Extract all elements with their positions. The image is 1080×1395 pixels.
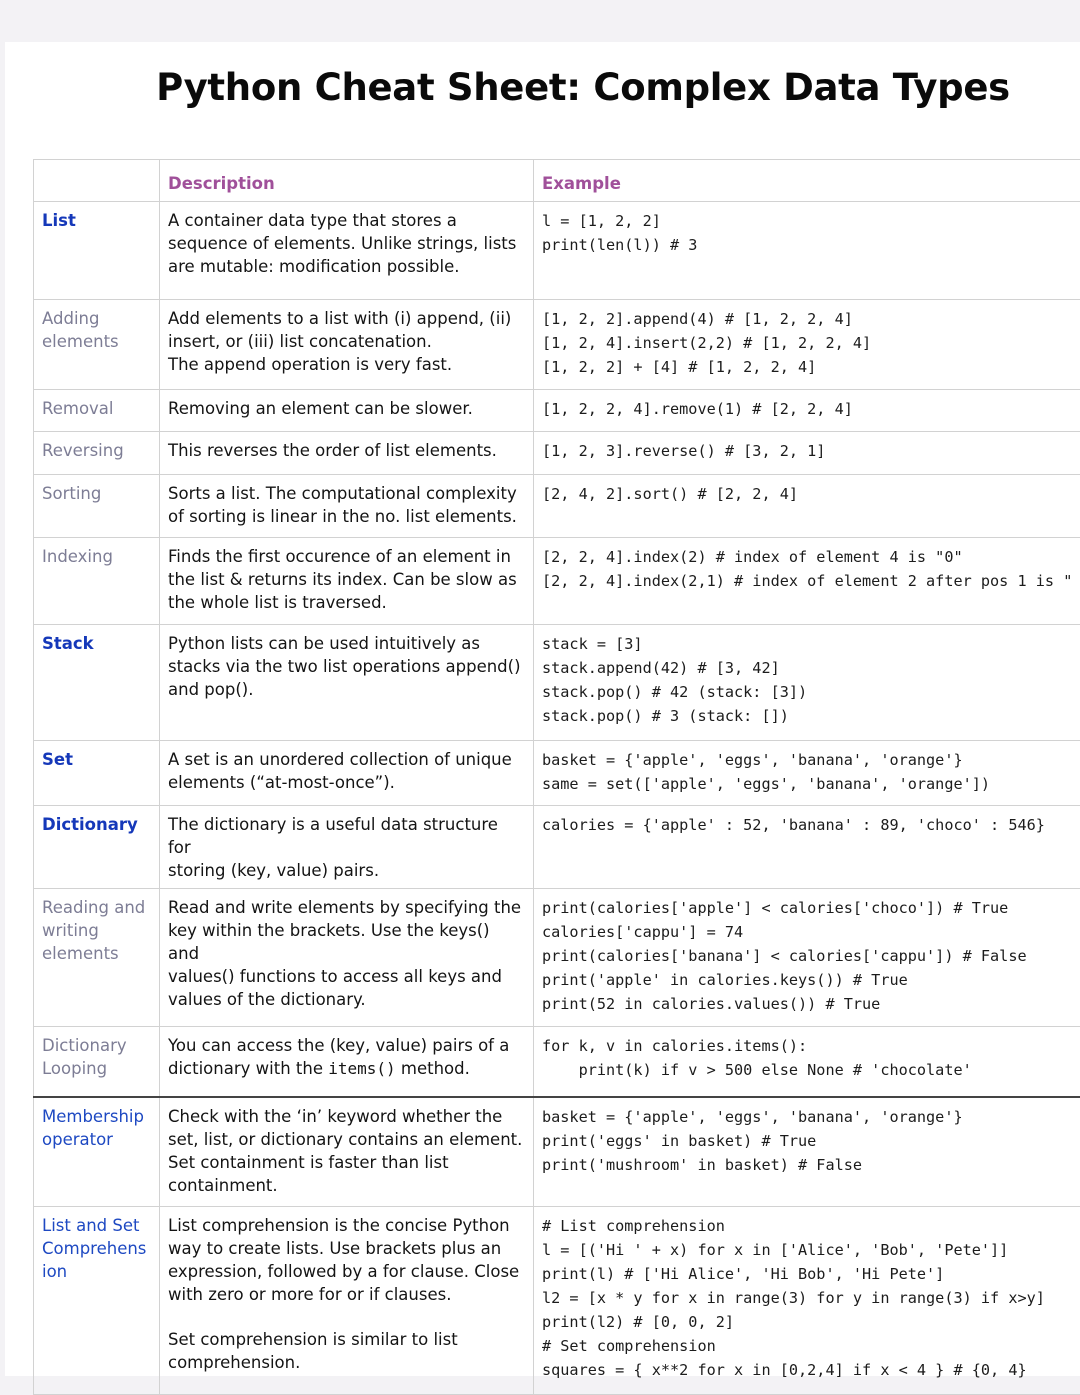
table-row <box>34 806 1080 889</box>
table-row <box>34 432 1080 475</box>
row-description-cell <box>160 625 534 741</box>
description-line: are mutable: modification possible. <box>168 255 525 278</box>
row-name-line: Membership <box>42 1105 151 1128</box>
header-name-cell <box>34 160 160 202</box>
code-line: stack = [3] <box>542 632 1080 656</box>
code-line: l = [('Hi ' + x) for x in ['Alice', 'Bob', 'Pete']] <box>542 1238 1080 1262</box>
description-line: expression, followed by a for clause. Close <box>168 1260 525 1283</box>
code-line: [1, 2, 2, 4].remove(1) # [2, 2, 4] <box>542 397 1080 421</box>
code-line: [1, 2, 2] + [4] # [1, 2, 2, 4] <box>542 355 1080 379</box>
table-row <box>34 475 1080 538</box>
row-description-cell <box>160 300 534 390</box>
code-line: calories = {'apple' : 52, 'banana' : 89, 'choco' : 546} <box>542 813 1080 837</box>
table-row <box>34 202 1080 300</box>
description-line: with zero or more for or if clauses. <box>168 1283 525 1306</box>
description-line: storing (key, value) pairs. <box>168 859 525 882</box>
description-line: A container data type that stores a <box>168 209 525 232</box>
description-line: Removing an element can be slower. <box>168 397 525 420</box>
description-line: of sorting is linear in the no. list elements. <box>168 505 525 528</box>
code-line: [1, 2, 2].append(4) # [1, 2, 2, 4] <box>542 307 1080 331</box>
row-name-line: Comprehens <box>42 1237 151 1260</box>
row-name-line: Adding <box>42 307 151 330</box>
row-name-line: elements <box>42 942 151 965</box>
description-line: values of the dictionary. <box>168 988 525 1011</box>
row-name-line: writing <box>42 919 151 942</box>
table-row <box>34 538 1080 625</box>
description-line: stacks via the two list operations append() <box>168 655 525 678</box>
description-line: A set is an unordered collection of unique <box>168 748 525 771</box>
header-description: Description <box>160 160 534 202</box>
row-example-cell <box>534 202 1080 300</box>
code-line: # List comprehension <box>542 1214 1080 1238</box>
row-name-cell <box>34 202 160 300</box>
description-line: values() functions to access all keys and <box>168 965 525 988</box>
cheat-sheet-table <box>33 159 1080 1395</box>
table-row <box>34 741 1080 806</box>
code-line: basket = {'apple', 'eggs', 'banana', 'orange'} <box>542 748 1080 772</box>
code-line: [2, 2, 4].index(2) # index of element 4 is "0" <box>542 545 1080 569</box>
code-line: print('eggs' in basket) # True <box>542 1129 1080 1153</box>
row-name-cell <box>34 538 160 625</box>
description-text: dictionary with the <box>168 1059 328 1078</box>
table-row <box>34 300 1080 390</box>
code-line: l2 = [x * y for x in range(3) for y in range(3) if x>y] <box>542 1286 1080 1310</box>
row-name-line: Dictionary <box>42 813 151 836</box>
row-example-cell <box>534 889 1080 1027</box>
row-name-cell <box>34 625 160 741</box>
row-example-cell <box>534 625 1080 741</box>
description-line: Set containment is faster than list <box>168 1151 525 1174</box>
code-line: calories['cappu'] = 74 <box>542 920 1080 944</box>
description-line: Add elements to a list with (i) append, (ii) <box>168 307 525 330</box>
row-name-line: ion <box>42 1260 151 1283</box>
row-name-cell <box>34 1097 160 1207</box>
description-line: way to create lists. Use brackets plus an <box>168 1237 525 1260</box>
code-line: squares = { x**2 for x in [0,2,4] if x < 4 } # {0, 4} <box>542 1358 1080 1382</box>
row-description-cell <box>160 1027 534 1097</box>
code-line: [1, 2, 4].insert(2,2) # [1, 2, 2, 4] <box>542 331 1080 355</box>
description-line: The dictionary is a useful data structure for <box>168 813 525 859</box>
row-name-line: Reversing <box>42 439 151 462</box>
row-name-line: Indexing <box>42 545 151 568</box>
description-line: Read and write elements by specifying the <box>168 896 525 919</box>
description-line: Python lists can be used intuitively as <box>168 632 525 655</box>
row-example-cell <box>534 1027 1080 1097</box>
row-description-cell <box>160 538 534 625</box>
description-line: key within the brackets. Use the keys() and <box>168 919 525 965</box>
row-description-cell <box>160 806 534 889</box>
row-name-line: operator <box>42 1128 151 1151</box>
row-description-cell <box>160 889 534 1027</box>
code-line: print(len(l)) # 3 <box>542 233 1080 257</box>
row-description-cell <box>160 475 534 538</box>
code-line: stack.pop() # 3 (stack: []) <box>542 704 1080 728</box>
code-line: same = set(['apple', 'eggs', 'banana', 'orange']) <box>542 772 1080 796</box>
description-line: the whole list is traversed. <box>168 591 525 614</box>
description-line: containment. <box>168 1174 525 1197</box>
row-name-cell <box>34 390 160 432</box>
row-name-cell <box>34 475 160 538</box>
description-line: insert, or (iii) list concatenation. <box>168 330 525 353</box>
row-name-cell <box>34 806 160 889</box>
description-line: The append operation is very fast. <box>168 353 525 376</box>
page-title: Python Cheat Sheet: Complex Data Types <box>0 66 1080 109</box>
description-line: Set comprehension is similar to list <box>168 1328 525 1351</box>
code-line: print(k) if v > 500 else None # 'chocolate' <box>542 1058 1080 1082</box>
row-name-line: List <box>42 209 151 232</box>
code-line: [1, 2, 3].reverse() # [3, 2, 1] <box>542 439 1080 463</box>
code-line: stack.pop() # 42 (stack: [3]) <box>542 680 1080 704</box>
row-name-line: Set <box>42 748 151 771</box>
row-name-cell <box>34 1027 160 1097</box>
row-description-cell <box>160 390 534 432</box>
row-example-cell <box>534 475 1080 538</box>
code-line: print(52 in calories.values()) # True <box>542 992 1080 1016</box>
code-line: print(calories['apple'] < calories['choco']) # True <box>542 896 1080 920</box>
row-name-line: Looping <box>42 1057 151 1080</box>
description-line <box>168 1057 525 1080</box>
code-line: [2, 2, 4].index(2,1) # index of element 2 after pos 1 is " <box>542 569 1080 593</box>
row-example-cell <box>534 432 1080 475</box>
code-line: print('apple' in calories.keys()) # True <box>542 968 1080 992</box>
row-name-line: Sorting <box>42 482 151 505</box>
row-example-cell <box>534 300 1080 390</box>
row-name-line: Stack <box>42 632 151 655</box>
description-line: Sorts a list. The computational complexity <box>168 482 525 505</box>
header-row <box>34 160 1080 202</box>
description-line: List comprehension is the concise Python <box>168 1214 525 1237</box>
row-name-cell <box>34 889 160 1027</box>
inline-code-items: items() <box>328 1059 395 1078</box>
description-spacer <box>168 1306 525 1328</box>
header-example: Example <box>534 160 1080 202</box>
row-description-cell <box>160 1207 534 1395</box>
description-line: Finds the first occurence of an element in <box>168 545 525 568</box>
code-line: print(l2) # [0, 0, 2] <box>542 1310 1080 1334</box>
row-description-cell <box>160 202 534 300</box>
row-example-cell <box>534 806 1080 889</box>
code-line: print(calories['banana'] < calories['cappu']) # False <box>542 944 1080 968</box>
row-example-cell <box>534 390 1080 432</box>
description-line: This reverses the order of list elements. <box>168 439 525 462</box>
description-line: elements (“at-most-once”). <box>168 771 525 794</box>
row-description-cell <box>160 741 534 806</box>
row-example-cell <box>534 1097 1080 1207</box>
description-line: comprehension. <box>168 1351 525 1374</box>
code-line: basket = {'apple', 'eggs', 'banana', 'orange'} <box>542 1105 1080 1129</box>
code-line: # Set comprehension <box>542 1334 1080 1358</box>
table-row <box>34 1027 1080 1097</box>
code-line: stack.append(42) # [3, 42] <box>542 656 1080 680</box>
description-line: sequence of elements. Unlike strings, lists <box>168 232 525 255</box>
code-line: l = [1, 2, 2] <box>542 209 1080 233</box>
row-name-cell <box>34 432 160 475</box>
table-body <box>34 160 1080 1395</box>
row-name-line: Reading and <box>42 896 151 919</box>
code-line: for k, v in calories.items(): <box>542 1034 1080 1058</box>
table-row <box>34 1207 1080 1395</box>
table-row <box>34 1097 1080 1207</box>
code-line: print(l) # ['Hi Alice', 'Hi Bob', 'Hi Pete'] <box>542 1262 1080 1286</box>
row-name-cell <box>34 1207 160 1395</box>
row-example-cell <box>534 538 1080 625</box>
table-row <box>34 625 1080 741</box>
row-description-cell <box>160 432 534 475</box>
description-line: and pop(). <box>168 678 525 701</box>
description-line: set, list, or dictionary contains an element. <box>168 1128 525 1151</box>
row-example-cell <box>534 1207 1080 1395</box>
description-line: You can access the (key, value) pairs of a <box>168 1034 525 1057</box>
row-name-line: Dictionary <box>42 1034 151 1057</box>
description-line: Check with the ‘in’ keyword whether the <box>168 1105 525 1128</box>
description-text: method. <box>396 1059 470 1078</box>
table-row <box>34 390 1080 432</box>
row-description-cell <box>160 1097 534 1207</box>
row-example-cell <box>534 741 1080 806</box>
row-name-line: Removal <box>42 397 151 420</box>
row-name-line: elements <box>42 330 151 353</box>
table-row <box>34 889 1080 1027</box>
row-name-line: List and Set <box>42 1214 151 1237</box>
code-line: [2, 4, 2].sort() # [2, 2, 4] <box>542 482 1080 506</box>
row-name-cell <box>34 300 160 390</box>
description-line: the list & returns its index. Can be slow as <box>168 568 525 591</box>
row-name-cell <box>34 741 160 806</box>
code-line: print('mushroom' in basket) # False <box>542 1153 1080 1177</box>
